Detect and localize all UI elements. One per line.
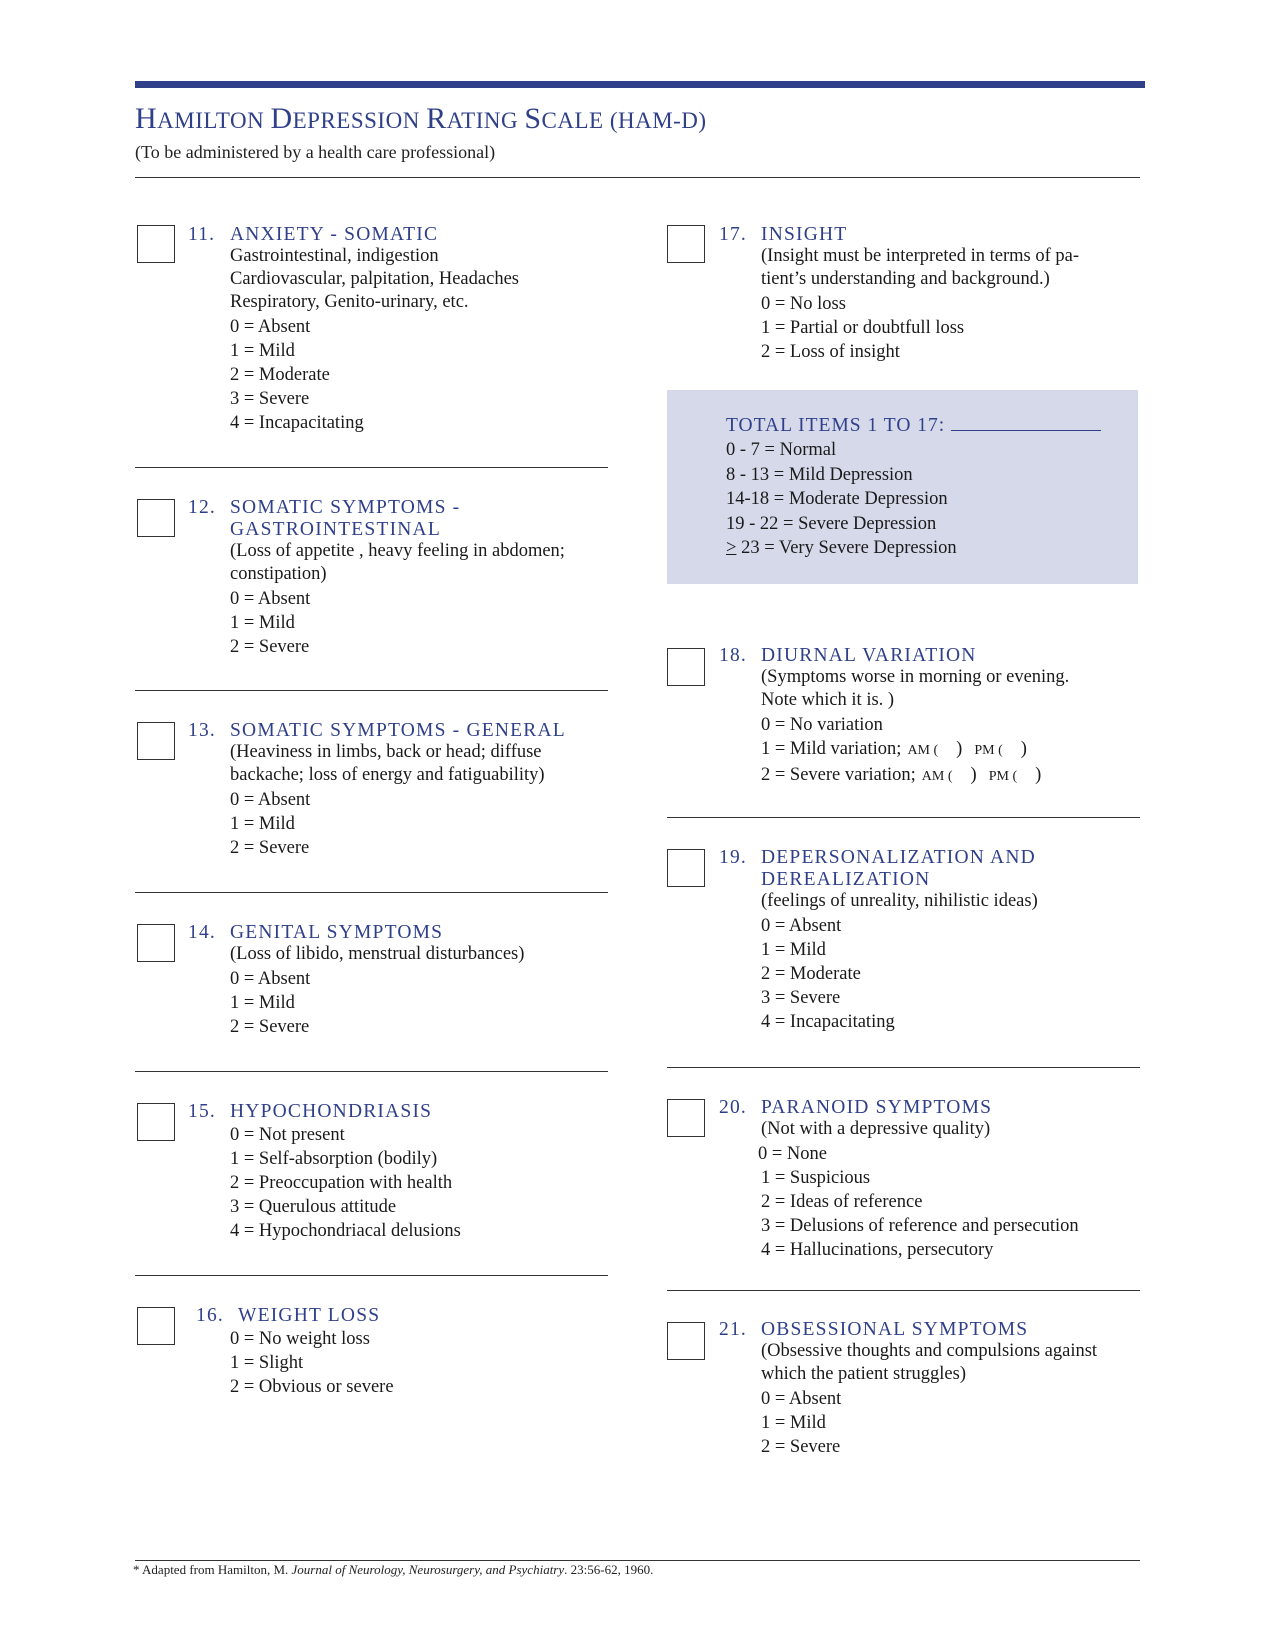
rating-option: 2 = Severe (761, 1437, 841, 1457)
item-body (761, 891, 1038, 1034)
pm-close: ) (1035, 765, 1042, 785)
greater-equal-symbol: > (726, 538, 737, 558)
item-title: HYPOCHONDRIASIS (230, 1101, 433, 1122)
title-part: AMILTON (157, 108, 271, 133)
rating-option-label: 2 = Severe variation; (761, 765, 916, 785)
item-number: 20. (719, 1097, 747, 1118)
item-body (761, 1341, 1097, 1459)
rating-option: 3 = Severe (230, 389, 310, 409)
title-part: R (426, 102, 447, 135)
item-heading (188, 224, 519, 246)
rating-option: 1 = Mild (230, 814, 295, 834)
item-note: (Loss of libido, menstrual disturbances) (230, 944, 525, 964)
rating-option: 2 = Preoccupation with health (230, 1173, 453, 1193)
divider (135, 467, 608, 468)
item-heading (719, 1319, 1097, 1341)
item-number: 17. (719, 224, 747, 245)
rating-option: 4 = Hallucinations, persecutory (761, 1240, 994, 1260)
rating-option (761, 763, 1069, 789)
item-body (761, 667, 1069, 789)
rating-option: 1 = Partial or doubtfull loss (761, 318, 965, 338)
item-15 (188, 1101, 461, 1243)
rating-option: 1 = Mild (230, 613, 295, 633)
rating-option: 1 = Suspicious (761, 1168, 871, 1188)
am-marker: AM ( (921, 769, 953, 784)
rating-option: 0 = No variation (761, 715, 883, 735)
item-title: DIURNAL VARIATION (761, 645, 977, 666)
item-title-line: DEPERSONALIZATION AND (761, 847, 1036, 868)
pm-close: ) (1020, 739, 1027, 759)
severity-range: 8 - 13 = Mild Depression (726, 464, 913, 485)
item-number: 14. (188, 922, 216, 943)
item-note: constipation) (230, 564, 327, 584)
rating-option: 0 = Absent (230, 317, 311, 337)
rating-option: 4 = Incapacitating (230, 413, 364, 433)
item-number: 21. (719, 1319, 747, 1340)
severity-range: 19 - 22 = Severe Depression (726, 513, 937, 534)
item-title: OBSESSIONAL SYMPTOMS (761, 1319, 1029, 1340)
rating-option: 1 = Mild (230, 993, 295, 1013)
item-title (761, 847, 1036, 891)
item-title-line: SOMATIC SYMPTOMS - (230, 497, 461, 518)
am-close: ) (970, 765, 977, 785)
rating-option: 3 = Severe (761, 988, 841, 1008)
item-19 (719, 847, 1038, 1034)
rating-option: 2 = Severe (230, 1017, 310, 1037)
item-note: tient’s understanding and background.) (761, 269, 1050, 289)
am-marker: AM ( (907, 743, 939, 758)
item-body (230, 742, 566, 860)
item-number: 18. (719, 645, 747, 666)
rating-option: 1 = Self-absorption (bodily) (230, 1149, 438, 1169)
rating-option: 1 = Slight (230, 1353, 304, 1373)
rating-option (761, 737, 1069, 763)
item-number: 19. (719, 847, 747, 868)
item-title-line: DEREALIZATION (761, 869, 931, 890)
item-heading (188, 922, 524, 944)
rating-option: 1 = Mild (761, 1413, 826, 1433)
rating-option: 2 = Severe (230, 637, 310, 657)
item-heading (188, 1101, 461, 1123)
rating-option: 0 = No weight loss (230, 1329, 370, 1349)
score-box-item-16[interactable] (137, 1307, 175, 1345)
item-title: SOMATIC SYMPTOMS - GENERAL (230, 720, 566, 741)
divider (667, 1067, 1140, 1068)
rating-option: 0 = Absent (761, 916, 842, 936)
item-18 (719, 645, 1069, 789)
rating-option: 2 = Moderate (761, 964, 861, 984)
divider (667, 1290, 1140, 1291)
item-note: backache; loss of energy and fatiguability) (230, 765, 545, 785)
rating-option: 3 = Querulous attitude (230, 1197, 397, 1217)
rating-option: 3 = Delusions of reference and persecution (761, 1216, 1079, 1236)
item-title: INSIGHT (761, 224, 848, 245)
item-20 (719, 1097, 1079, 1262)
item-title: ANXIETY - SOMATIC (230, 224, 439, 245)
item-12 (188, 497, 565, 659)
score-box-item-21[interactable] (667, 1322, 705, 1360)
divider (135, 690, 608, 691)
item-heading (719, 847, 1038, 891)
item-number: 12. (188, 497, 216, 518)
item-11 (188, 224, 519, 435)
divider (667, 817, 1140, 818)
header-divider (135, 177, 1140, 178)
title-part: H (135, 102, 158, 135)
item-body (230, 1123, 461, 1243)
severity-range: 14-18 = Moderate Depression (726, 489, 948, 509)
item-note: which the patient struggles) (761, 1364, 966, 1384)
divider (135, 892, 608, 893)
score-box-item-11[interactable] (137, 225, 175, 263)
item-body (230, 246, 519, 435)
item-note: (Symptoms worse in morning or evening. (761, 667, 1070, 687)
severity-range: 0 - 7 = Normal (726, 440, 837, 460)
item-heading (196, 1305, 394, 1327)
item-16 (196, 1305, 394, 1399)
title-part: S (524, 102, 542, 135)
item-title: WEIGHT LOSS (238, 1305, 381, 1326)
rating-option-label: 1 = Mild variation; (761, 739, 902, 759)
score-box-item-15[interactable] (137, 1103, 175, 1141)
rating-option: 0 = Absent (230, 969, 311, 989)
title-part: ATING (446, 108, 525, 133)
header-rule-bar (135, 81, 1145, 88)
severity-ranges (726, 438, 957, 561)
rating-option: 0 = Absent (761, 1389, 842, 1409)
item-title-line: GASTROINTESTINAL (230, 519, 441, 540)
item-body (230, 944, 524, 1039)
item-note: (Not with a depressive quality) (761, 1119, 991, 1139)
divider (135, 1275, 608, 1276)
score-box-item-14[interactable] (137, 924, 175, 962)
pm-marker: PM ( (988, 769, 1018, 784)
item-note: (Obsessive thoughts and compulsions against (761, 1341, 1098, 1361)
page-title (135, 102, 707, 136)
item-note: Cardiovascular, palpitation, Headaches (230, 269, 519, 289)
score-box-item-19[interactable] (667, 849, 705, 887)
item-heading (188, 497, 565, 541)
pm-marker: PM ( (974, 743, 1003, 758)
rating-option: 2 = Obvious or severe (230, 1377, 394, 1397)
item-note: Note which it is. ) (761, 690, 895, 710)
score-box-item-13[interactable] (137, 722, 175, 760)
footer-divider (135, 1560, 1140, 1561)
rating-option: 4 = Hypochondriacal delusions (230, 1221, 461, 1241)
rating-option: 2 = Ideas of reference (761, 1192, 923, 1212)
rating-option: 0 = No loss (761, 294, 846, 314)
item-body (758, 1119, 1079, 1262)
item-heading (719, 224, 1079, 246)
rating-option: 2 = Severe (230, 838, 310, 858)
rating-option: 0 = None (758, 1144, 828, 1164)
title-part: EPRESSION (292, 108, 427, 133)
rating-option: 2 = Loss of insight (761, 342, 900, 362)
rating-option: 2 = Moderate (230, 365, 330, 385)
item-note: (Heaviness in limbs, back or head; diffuse (230, 742, 542, 762)
item-heading (188, 720, 566, 742)
am-close: ) (956, 739, 963, 759)
item-note: Respiratory, Genito-urinary, etc. (230, 292, 469, 312)
severity-range (726, 536, 957, 561)
rating-option: 1 = Mild (230, 341, 295, 361)
item-note: (Insight must be interpreted in terms of pa- (761, 246, 1080, 266)
item-heading (719, 645, 1069, 667)
rating-option: 0 = Absent (230, 589, 311, 609)
item-body (230, 541, 565, 659)
item-note: (Loss of appetite , heavy feeling in abdomen; (230, 541, 565, 561)
rating-option: 0 = Not present (230, 1125, 345, 1145)
item-number: 13. (188, 720, 216, 741)
item-title: PARANOID SYMPTOMS (761, 1097, 993, 1118)
item-13 (188, 720, 566, 860)
item-number: 16. (196, 1305, 224, 1326)
rating-option: 0 = Absent (230, 790, 311, 810)
item-note: (feelings of unreality, nihilistic ideas) (761, 891, 1038, 911)
item-body (761, 246, 1079, 364)
title-part: D (270, 102, 293, 135)
item-17 (719, 224, 1079, 364)
title-part: CALE (HAM-D) (541, 108, 707, 133)
score-box-item-12[interactable] (137, 499, 175, 537)
rating-option: 4 = Incapacitating (761, 1012, 895, 1032)
item-number: 11. (188, 224, 216, 245)
item-heading (719, 1097, 1079, 1119)
divider (135, 1071, 608, 1072)
page-subtitle: (To be administered by a health care professional) (135, 142, 496, 162)
total-score-field[interactable] (951, 414, 1101, 431)
item-body (230, 1327, 394, 1399)
total-score-panel (667, 390, 1138, 584)
item-14 (188, 922, 524, 1039)
score-box-item-18[interactable] (667, 648, 705, 686)
rating-option: 1 = Mild (761, 940, 826, 960)
footer-citation: * Adapted from Hamilton, M. Journal of Neurology, Neurosurgery, and Psychiatry. 23:56-62, 1960. (133, 1562, 654, 1577)
item-number: 15. (188, 1101, 216, 1122)
total-title: TOTAL ITEMS 1 TO 17: (726, 414, 1101, 437)
item-title: GENITAL SYMPTOMS (230, 922, 444, 943)
item-title (230, 497, 460, 541)
severity-range-text: 23 = Very Severe Depression (736, 538, 957, 558)
score-box-item-17[interactable] (667, 225, 705, 263)
item-21 (719, 1319, 1097, 1459)
item-note: Gastrointestinal, indigestion (230, 246, 439, 266)
score-box-item-20[interactable] (667, 1099, 705, 1137)
